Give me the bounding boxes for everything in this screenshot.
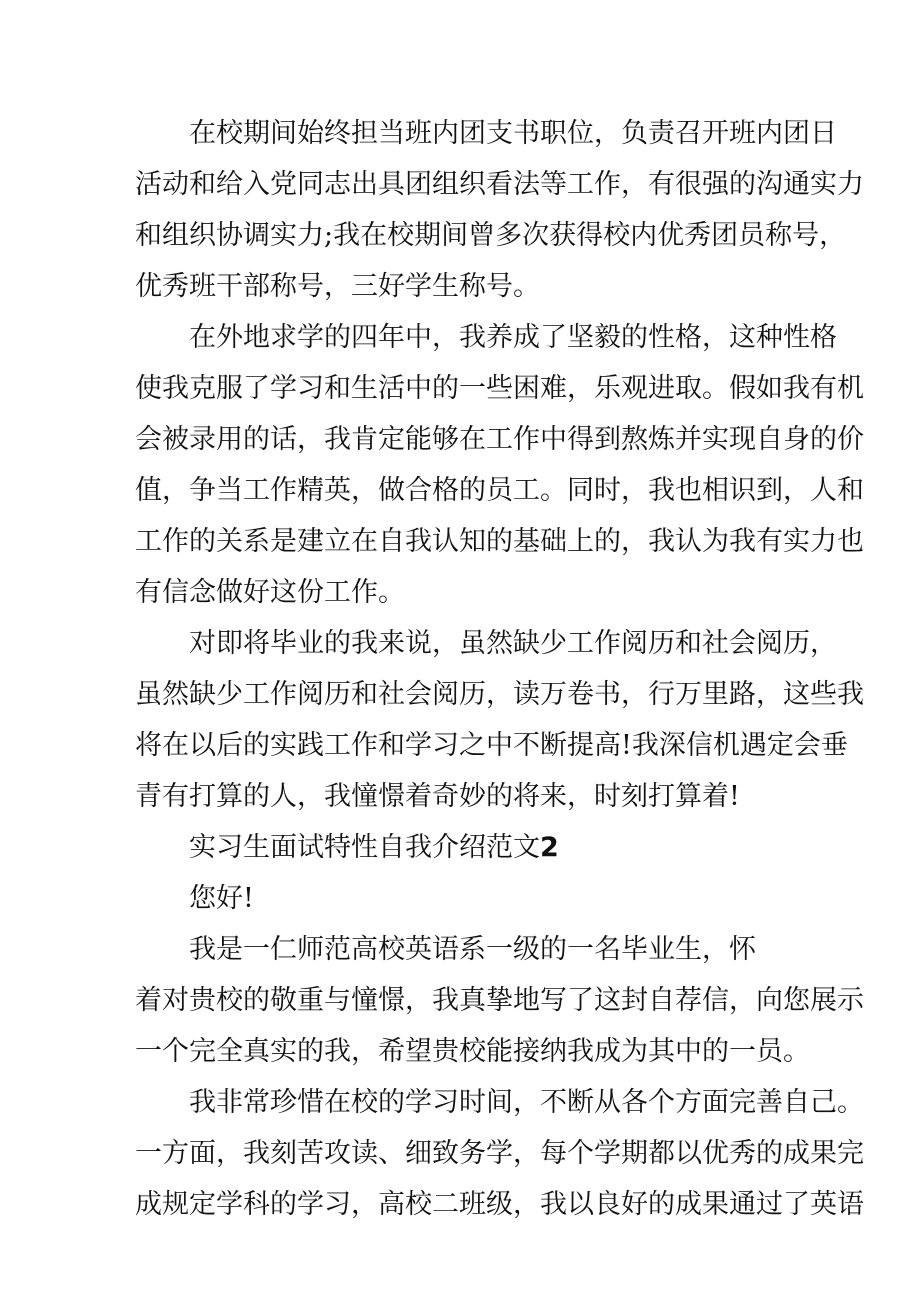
text-line: 虽然缺少工作阅历和社会阅历，读万卷书，行万里路，这些我 [135,679,864,710]
paragraph-4 [0,924,920,1077]
section-title-number: 2 [540,832,559,863]
text-line: 我是一仁师范高校英语系一级的一名毕业生，怀 [189,934,756,965]
paragraph-2 [0,312,920,618]
text-line: 我非常珍惜在校的学习时间，不断从各个方面完善自己。 [189,1087,864,1118]
text-line: 有信念做好这份工作。 [135,577,405,608]
text-line: 活动和给入党同志出具团组织看法等工作，有很强的沟通实力 [135,169,864,200]
text-line: 和组织协调实力;我在校期间曾多次获得校内优秀团员称号， [135,220,847,251]
document-body [0,108,920,1230]
text-line: 一方面，我刻苦攻读、细致务学，每个学期都以优秀的成果完 [135,1138,864,1169]
text-line: 值，争当工作精英，做合格的员工。同时，我也相识到，人和 [135,475,864,506]
paragraph-1 [0,108,920,312]
text-line: 在外地求学的四年中，我养成了坚毅的性格，这种性格 [189,322,837,353]
text-line: 成规定学科的学习，高校二班级，我以良好的成果通过了英语 [135,1189,864,1220]
text-line: 使我克服了学习和生活中的一些困难，乐观进取。假如我有机 [135,373,864,404]
text-line: 工作的关系是建立在自我认知的基础上的，我认为我有实力也 [135,526,864,557]
text-line: 优秀班干部称号，三好学生称号。 [135,271,540,302]
text-line: 会被录用的话，我肯定能够在工作中得到熬炼并实现自身的价 [135,424,864,455]
text-line: 将在以后的实践工作和学习之中不断提高!我深信机遇定会垂 [135,730,848,761]
paragraph-5 [0,1077,920,1230]
text-line: 着对贵校的敬重与憧憬，我真挚地写了这封自荐信，向您展示 [135,985,864,1016]
section-title-text: 实习生面试特性自我介绍范文 [189,832,540,863]
paragraph-3 [0,618,920,822]
text-line: 在校期间始终担当班内团支书职位，负责召开班内团日 [189,118,837,149]
text-line: 对即将毕业的我来说，虽然缺少工作阅历和社会阅历， [189,628,837,659]
text-line: 一个完全真实的我，希望贵校能接纳我成为其中的一员。 [135,1036,810,1067]
text-line: 青有打算的人，我憧憬着奇妙的将来，时刻打算着! [135,781,740,812]
greeting: 您好! [189,883,254,914]
section-title [0,822,920,873]
